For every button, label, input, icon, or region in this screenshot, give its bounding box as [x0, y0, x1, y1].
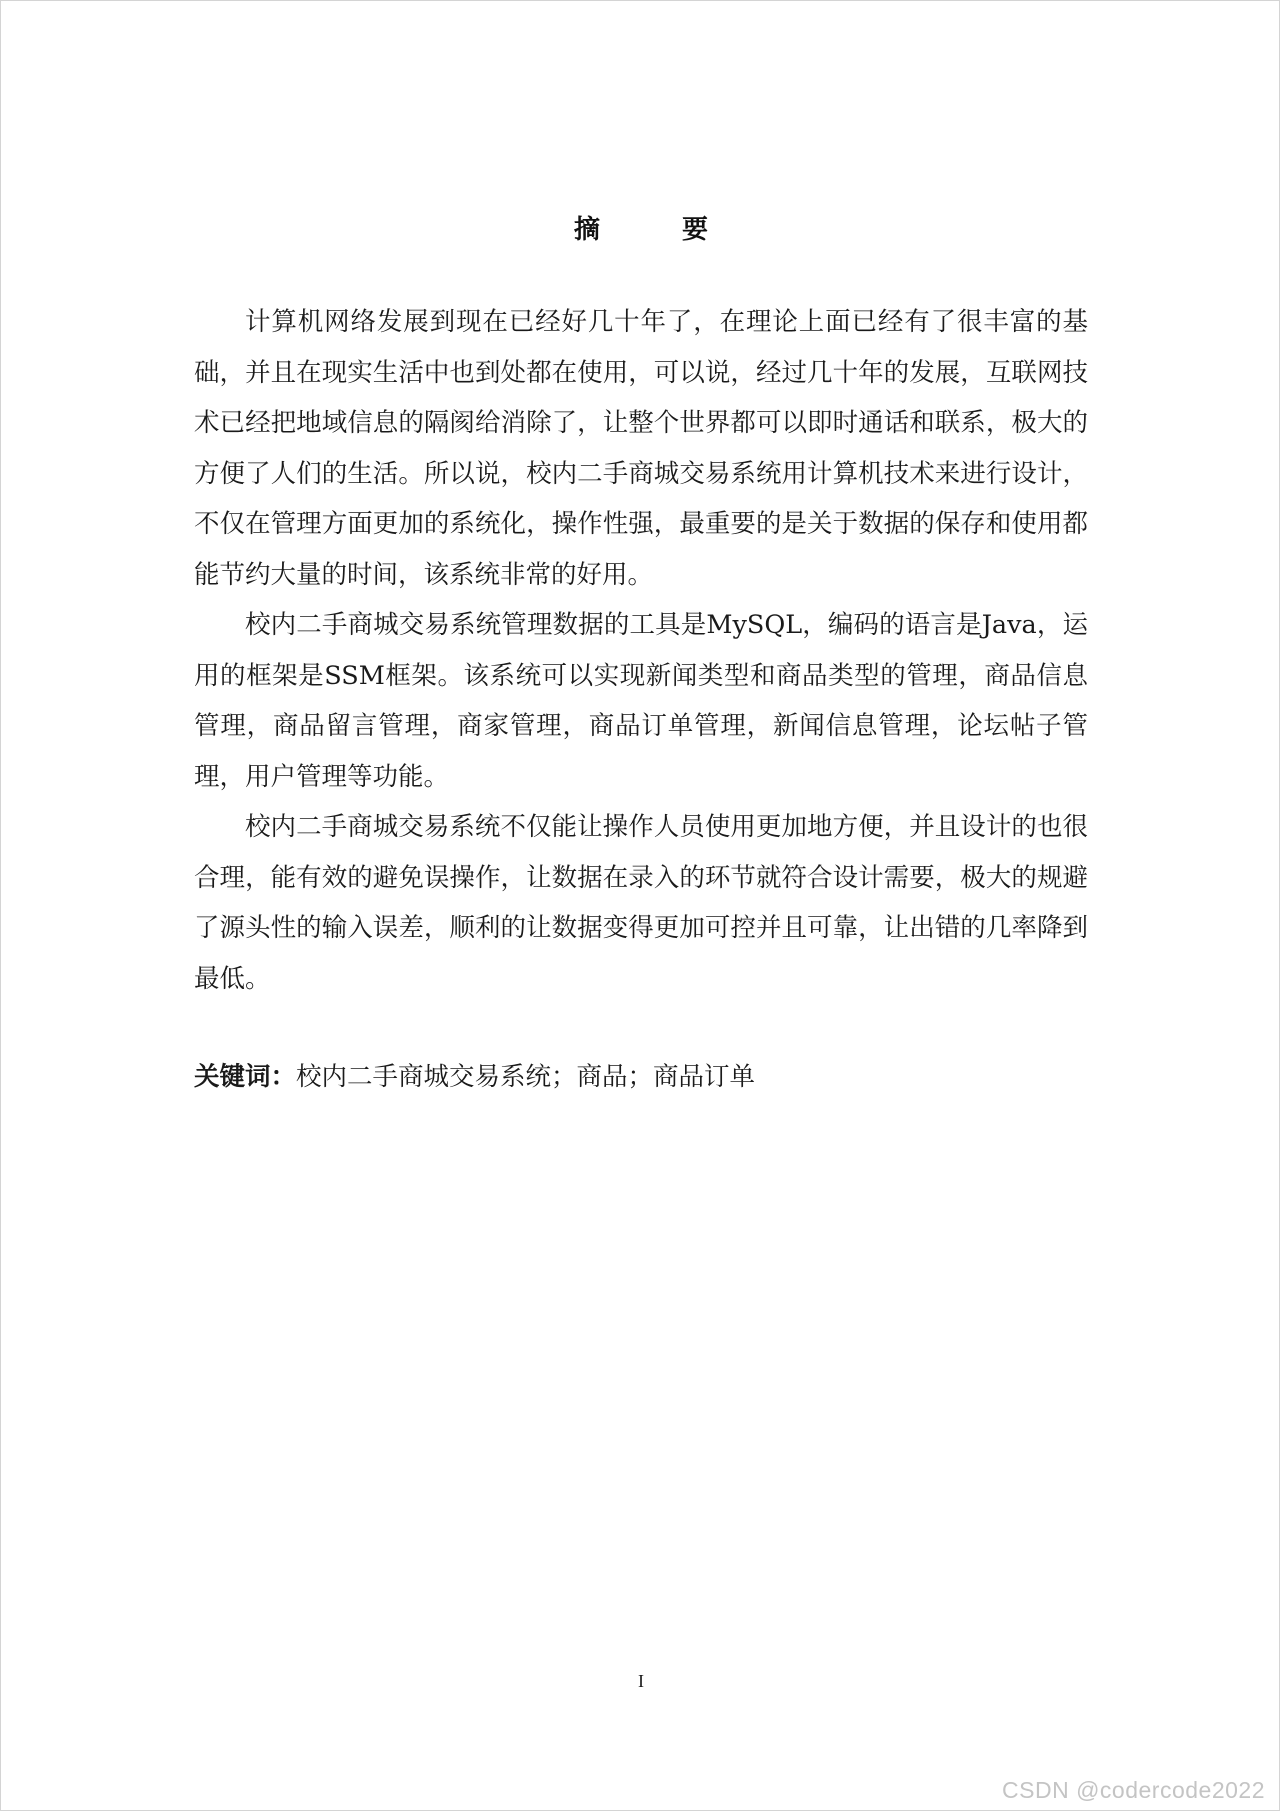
- keywords-label: 关键词：: [194, 1062, 297, 1092]
- abstract-paragraph-2: 校内二手商城交易系统管理数据的工具是MySQL，编码的语言是Java，运用的框架是SSM框架。该系统可以实现新闻类型和商品类型的管理，商品信息管理，商品留言管理，商家管理，商品订单管理，新闻信息管理，论坛帖子管理，用户管理等功能。: [194, 610, 1088, 792]
- keywords-value: 校内二手商城交易系统；商品；商品订单: [296, 1062, 756, 1092]
- abstract-body: [194, 297, 1088, 1004]
- abstract-paragraph-3: 校内二手商城交易系统不仅能让操作人员使用更加地方便，并且设计的也很合理，能有效的避免误操作，让数据在录入的环节就符合设计需要，极大的规避了源头性的输入误差，顺利的让数据变得更加可控并且可靠，让出错的几率降到最低。: [194, 812, 1088, 994]
- abstract-paragraph-1: 计算机网络发展到现在已经好几十年了，在理论上面已经有了很丰富的基础，并且在现实生活中也到处都在使用，可以说，经过几十年的发展，互联网技术已经把地域信息的隔阂给消除了，让整个世界都可以即时通话和联系，极大的方便了人们的生活。所以说，校内二手商城交易系统用计算机技术来进行设计，不仅在管理方面更加的系统化，操作性强，最重要的是关于数据的保存和使用都能节约大量的时间，该系统非常的好用。: [194, 307, 1088, 590]
- csdn-watermark: CSDN @codercode2022: [1002, 1777, 1265, 1803]
- abstract-title: 摘 要: [573, 215, 736, 245]
- page-number: I: [638, 1671, 644, 1691]
- keywords-line: [194, 1055, 1088, 1099]
